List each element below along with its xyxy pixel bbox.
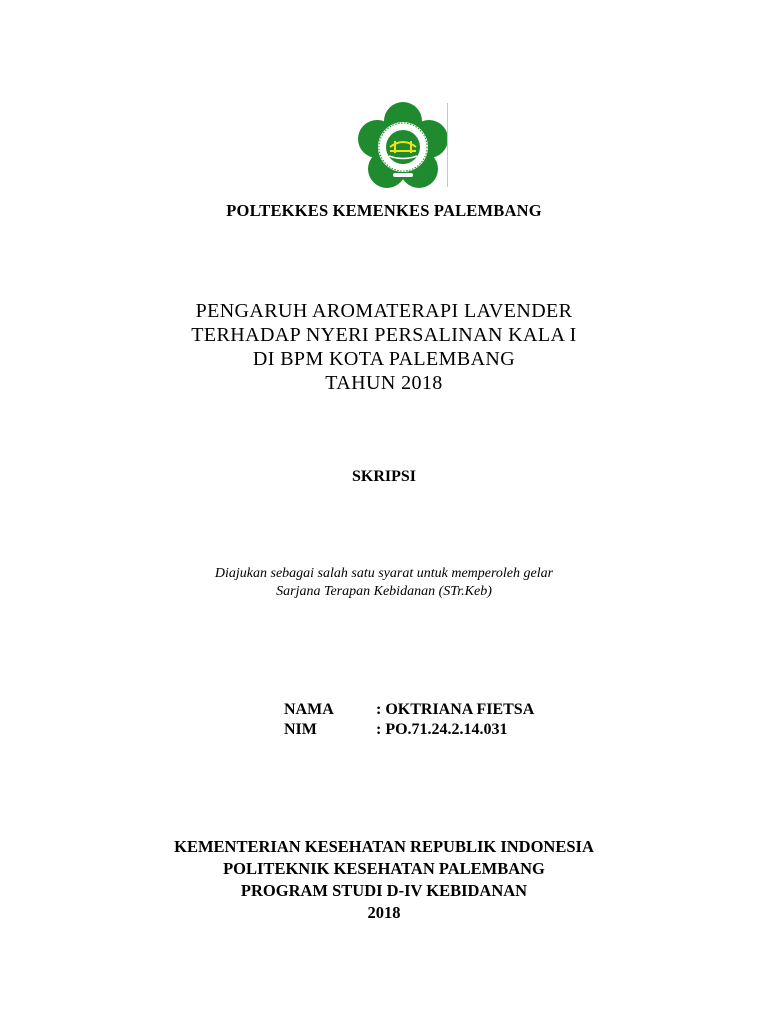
name-row: [284, 700, 534, 720]
footer-institution-block: [0, 836, 768, 924]
name-value: : OKTRIANA FIETSA: [376, 701, 535, 718]
footer-line: PROGRAM STUDI D-IV KEBIDANAN: [240, 881, 528, 900]
footer-year: 2018: [367, 903, 401, 922]
footer-line: POLITEKNIK KESEHATAN PALEMBANG: [223, 859, 545, 878]
logo-divider: [447, 103, 448, 187]
thesis-title: [0, 299, 768, 395]
thesis-title-line: PENGARUH AROMATERAPI LAVENDER: [195, 300, 573, 322]
document-type: SKRIPSI: [351, 468, 417, 485]
purpose-line: Diajukan sebagai salah satu syarat untuk memperoleh gelar: [214, 566, 554, 581]
thesis-title-line: TERHADAP NYERI PERSALINAN KALA I: [191, 324, 577, 346]
footer-line: KEMENTERIAN KESEHATAN REPUBLIK INDONESIA: [174, 837, 594, 856]
thesis-title-line: DI BPM KOTA PALEMBANG: [252, 348, 516, 370]
nim-row: [284, 720, 534, 740]
thesis-title-line: TAHUN 2018: [325, 372, 443, 394]
author-identity: [284, 700, 534, 740]
institution-name: POLTEKKES KEMENKES PALEMBANG: [226, 201, 542, 220]
name-label: NAMA: [284, 701, 334, 718]
institution-emblem-icon: [357, 101, 449, 191]
emblem-graphic: [357, 101, 449, 191]
purpose-line: Sarjana Terapan Kebidanan (STr.Keb): [276, 584, 492, 599]
purpose-statement: [0, 565, 768, 601]
nim-label: NIM: [284, 721, 317, 738]
nim-value: : PO.71.24.2.14.031: [376, 721, 508, 738]
